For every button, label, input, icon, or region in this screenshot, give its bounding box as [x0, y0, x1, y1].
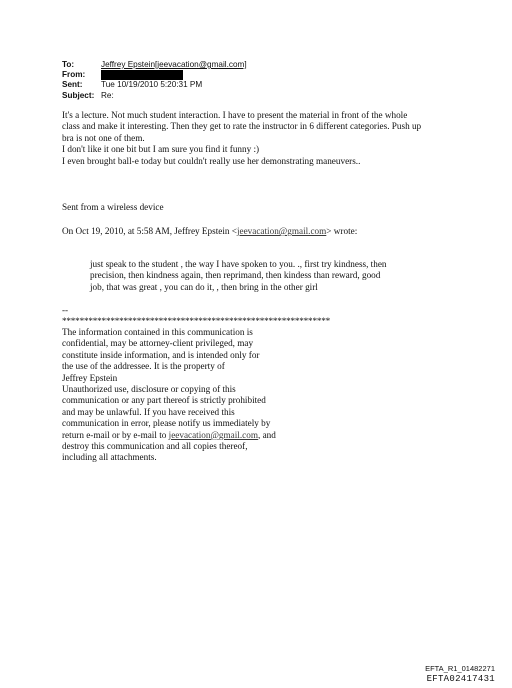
body-line: It's a lecture. Not much student interaction. I have to present the material in front of the whole: [62, 110, 408, 120]
disclaimer-line: Unauthorized use, disclosure or copying of this: [62, 384, 236, 395]
sent-label: Sent:: [62, 80, 83, 90]
disclaimer-notify-line: [62, 430, 276, 441]
body-line: I don't like it one bit but I am sure you find it funny :): [62, 144, 260, 155]
disclaimer-line: communication or any part thereof is strictly prohibited: [62, 395, 266, 406]
footer-ref-2: EFTA02417431: [426, 674, 495, 684]
disclaimer-line: destroy this communication and all copies thereof,: [62, 441, 248, 452]
asterisk-divider: *************************************************************: [62, 316, 331, 326]
redaction-block: [101, 70, 183, 80]
to-value[interactable]: Jeffrey Epstein[jeevacation@gmail.com]: [101, 60, 247, 69]
disclaimer: [62, 327, 276, 464]
reply-suffix: > wrote:: [326, 226, 358, 236]
sent-row: [62, 80, 247, 90]
subject-label: Subject:: [62, 90, 95, 100]
disclaimer-line: and may be unlawful. If you have received this: [62, 406, 235, 417]
notify-email-link[interactable]: jeevacation@gmail.com: [168, 429, 258, 440]
body-line: I even brought ball-e today but couldn't really use her demonstrating maneuvers..: [62, 155, 361, 166]
quoted-line: job, that was great , you can do it, , then bring in the other girl: [90, 281, 318, 292]
reply-prefix: On Oct 19, 2010, at 5:58 AM, Jeffrey Epstein <: [62, 226, 237, 236]
footer-ref-1: EFTA_R1_01482271: [425, 664, 495, 673]
message-body: [62, 110, 421, 167]
disclaimer-line: Jeffrey Epstein: [62, 372, 118, 383]
disclaimer-line: including all attachments.: [62, 452, 157, 463]
disclaimer-line: The information contained in this communication is: [62, 327, 253, 337]
signature: Sent from a wireless device: [62, 202, 164, 212]
from-row: [62, 70, 247, 80]
subject-value: Re:: [101, 90, 114, 100]
disclaimer-line: communication in error, please notify us immediately by: [62, 418, 271, 429]
sent-value: Tue 10/19/2010 5:20:31 PM: [101, 80, 203, 90]
reply-email-link[interactable]: jeevacation@gmail.com: [236, 226, 327, 236]
body-line: bra is not one of them.: [62, 132, 145, 143]
reply-attribution: [62, 226, 357, 237]
quoted-line: precision, then kindness again, then reprimand, then kindess than reward, good: [90, 270, 381, 281]
to-row: [62, 60, 247, 70]
notify-prefix: return e-mail or by e-mail to: [62, 429, 169, 440]
notify-suffix: , and: [257, 429, 276, 440]
disclaimer-line: confidential, may be attorney-client privileged, may: [62, 338, 254, 349]
signature-dash: --: [62, 305, 69, 315]
disclaimer-line: constitute inside information, and is intended only for: [62, 349, 260, 360]
quoted-message: [90, 259, 387, 293]
body-line: class and make it interesting. Then they get to rate the instructor in 6 different categories. Push up: [62, 121, 422, 132]
subject-row: [62, 91, 247, 101]
quoted-line: just speak to the student , the way I have spoken to you. ., first try kindness, then: [90, 259, 387, 269]
email-header: [62, 60, 247, 101]
from-label: From:: [62, 70, 86, 80]
to-label: To:: [62, 60, 75, 69]
disclaimer-line: the use of the addressee. It is the property of: [62, 361, 225, 372]
